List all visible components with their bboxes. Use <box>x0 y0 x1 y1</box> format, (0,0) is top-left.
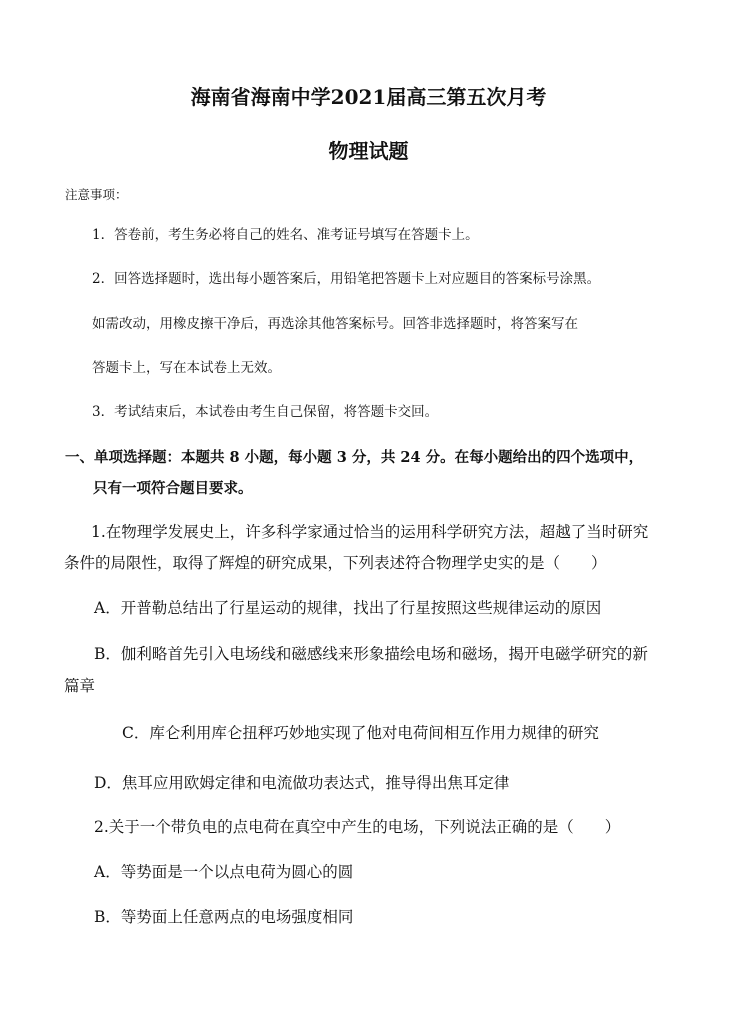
q1-option-b: B．伽利略首先引入电场线和磁感线来形象描绘电场和磁场，揭开电磁学研究的新 <box>94 645 648 663</box>
subject-title: 物理试题 <box>328 139 409 163</box>
notice-heading: 注意事项： <box>65 187 128 202</box>
notice-item-2-cont2: 答题卡上，写在本试卷上无效。 <box>92 360 281 376</box>
q2-option-a: A．等势面是一个以点电荷为圆心的圆 <box>94 863 354 881</box>
q1-option-c: C．库仑利用库仑扭秤巧妙地实现了他对电荷间相互作用力规律的研究 <box>122 724 599 742</box>
exam-title: 海南省海南中学2021届高三第五次月考 <box>190 85 547 109</box>
q1-stem-line1: 1.在物理学发展史上，许多科学家通过恰当的运用科学研究方法，超越了当时研究 <box>91 523 649 541</box>
q1-option-a: A．开普勒总结出了行星运动的规律，找出了行星按照这些规律运动的原因 <box>94 599 602 617</box>
q1-stem-line2: 条件的局限性，取得了辉煌的研究成果，下列表述符合物理学史实的是（ ） <box>64 554 607 572</box>
notice-item-2: 2．回答选择题时，选出每小题答案后，用铅笔把答题卡上对应题目的答案标号涂黑。 <box>92 271 601 287</box>
section-heading-cont: 只有一项符合题目要求。 <box>93 480 253 497</box>
notice-item-3: 3．考试结束后，本试卷由考生自己保留，将答题卡交回。 <box>92 404 439 420</box>
q1-option-b-cont: 篇章 <box>64 677 96 695</box>
q1-option-d: D．焦耳应用欧姆定律和电流做功表达式，推导得出焦耳定律 <box>94 774 510 792</box>
q2-option-b: B．等势面上任意两点的电场强度相同 <box>94 908 354 926</box>
q2-stem: 2.关于一个带负电的点电荷在真空中产生的电场，下列说法正确的是（ ） <box>94 818 621 836</box>
notice-item-1: 1．答卷前，考生务必将自己的姓名、准考证号填写在答题卡上。 <box>92 227 479 243</box>
notice-item-2-cont: 如需改动，用橡皮擦干净后，再选涂其他答案标号。回答非选择题时，将答案写在 <box>92 316 578 332</box>
section-heading: 一、单项选择题：本题共 8 小题，每小题 3 分，共 24 分。在每小题给出的四个选项中， <box>65 449 644 466</box>
